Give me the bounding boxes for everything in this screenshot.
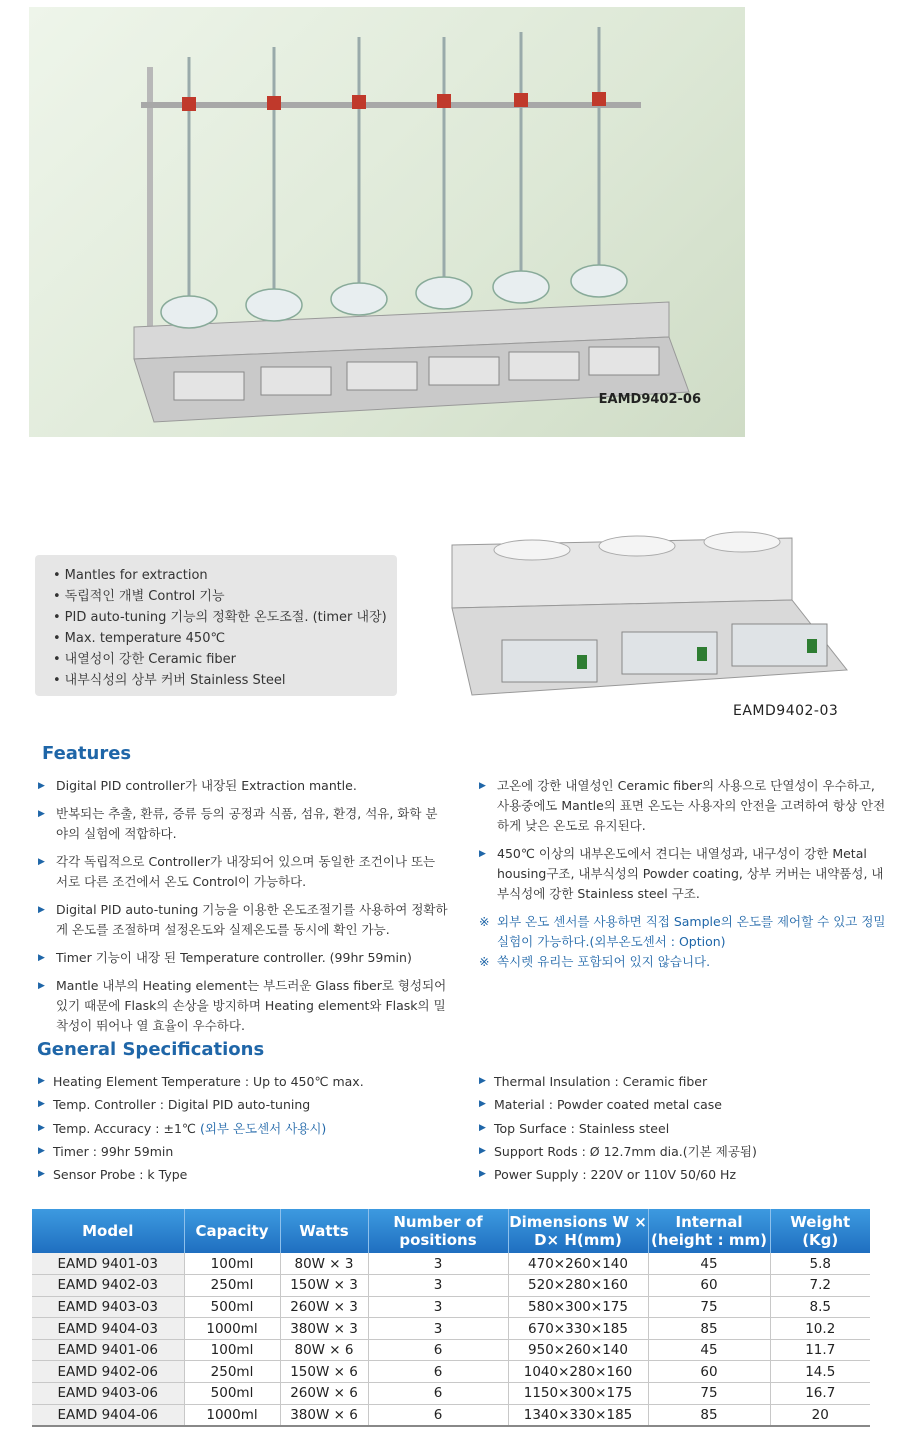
cell-watts: 80W × 3 [280,1253,368,1275]
cell-internal: 45 [648,1253,770,1275]
table-row [32,1275,870,1297]
cell-model: EAMD 9404-03 [32,1318,184,1340]
cell-model: EAMD 9402-06 [32,1361,184,1383]
spec-item: ▶ Thermal Insulation : Ceramic fiber [479,1070,899,1093]
cell-weight: 10.2 [770,1318,870,1340]
product-photo-6-position [29,7,745,437]
cell-internal: 85 [648,1318,770,1340]
photo-top-caption: EAMD9402-06 [598,392,701,407]
features-right-column [479,776,889,972]
cell-model: EAMD 9403-06 [32,1383,184,1405]
spec-item: ▶ Temp. Controller : Digital PID auto-tuning [38,1093,458,1116]
note-mark: ※ [479,954,490,969]
feature-note [479,952,889,972]
bullet-item: • 내열성이 강한 Ceramic fiber [53,649,397,670]
cell-watts: 380W × 3 [280,1318,368,1340]
specs-right-column [479,1070,899,1186]
cell-model: EAMD 9402-03 [32,1275,184,1297]
specs-heading: General Specifications [37,1039,265,1060]
feature-item: ▶ 반복되는 추출, 환류, 증류 등의 공정과 식품, 섬유, 환경, 석유, 화학 분야의 실험에 적합하다. [38,804,448,844]
feature-item: ▶ Timer 기능이 내장 된 Temperature controller. (99hr 59min) [38,948,448,968]
product-photo-3-position [447,530,852,702]
highlight-bullets [35,555,397,696]
six-position-mantle-illustration [29,7,745,437]
spec-item: ▶ Heating Element Temperature : Up to 450℃ max. [38,1070,458,1093]
cell-dimensions: 1040×280×160 [508,1361,648,1383]
cell-capacity: 100ml [184,1253,280,1275]
spec-item: ▶ Support Rods : Ø 12.7mm dia.(기본 제공됨) [479,1140,899,1163]
cell-capacity: 500ml [184,1383,280,1405]
cell-weight: 7.2 [770,1275,870,1297]
spec-item: ▶ Top Surface : Stainless steel [479,1117,899,1140]
header-capacity: Capacity [184,1209,280,1253]
model-spec-table [32,1209,870,1427]
spec-accuracy-note: (외부 온도센서 사용시) [199,1120,327,1136]
cell-model: EAMD 9401-06 [32,1339,184,1361]
table-row [32,1318,870,1340]
cell-capacity: 250ml [184,1361,280,1383]
cell-dimensions: 1150×300×175 [508,1383,648,1405]
table-row [32,1361,870,1383]
cell-positions: 6 [368,1404,508,1426]
cell-positions: 3 [368,1253,508,1275]
cell-watts: 380W × 6 [280,1404,368,1426]
bullet-item: • Mantles for extraction [53,565,397,586]
cell-weight: 8.5 [770,1296,870,1318]
cell-internal: 75 [648,1296,770,1318]
header-model: Model [32,1209,184,1253]
cell-dimensions: 580×300×175 [508,1296,648,1318]
cell-weight: 20 [770,1404,870,1426]
cell-capacity: 100ml [184,1339,280,1361]
bullet-item: • 내부식성의 상부 커버 Stainless Steel [53,670,397,691]
cell-internal: 75 [648,1383,770,1405]
feature-item: ▶ Digital PID controller가 내장된 Extraction mantle. [38,776,448,796]
cell-watts: 260W × 6 [280,1383,368,1405]
cell-positions: 6 [368,1361,508,1383]
table-row [32,1383,870,1405]
cell-internal: 60 [648,1275,770,1297]
cell-positions: 3 [368,1275,508,1297]
table-row [32,1339,870,1361]
feature-item: ▶ 각각 독립적으로 Controller가 내장되어 있으며 동일한 조건이나 또는 서로 다른 조건에서 온도 Control이 가능하다. [38,852,448,892]
cell-dimensions: 670×330×185 [508,1318,648,1340]
cell-positions: 6 [368,1339,508,1361]
feature-item: ▶ 450℃ 이상의 내부온도에서 견디는 내열성과, 내구성이 강한 Metal housing구조, 내부식성의 Powder coating, 상부 커버는 내약품성, 내부식성에 강한 Stainless steel 구조. [479,844,889,904]
cell-dimensions: 520×280×160 [508,1275,648,1297]
note-text: 외부 온도 센서를 사용하면 직접 Sample의 온도를 제어할 수 있고 정밀 실험이 가능하다.(외부온도센서 : Option) [497,914,886,949]
header-weight: Weight (Kg) [770,1209,870,1253]
spec-accuracy: Temp. Accuracy : ±1℃ [53,1120,196,1136]
cell-weight: 5.8 [770,1253,870,1275]
table-body [32,1253,870,1426]
cell-watts: 80W × 6 [280,1339,368,1361]
feature-note [479,912,889,952]
cell-capacity: 1000ml [184,1318,280,1340]
cell-positions: 3 [368,1296,508,1318]
cell-weight: 11.7 [770,1339,870,1361]
cell-capacity: 250ml [184,1275,280,1297]
spec-item [38,1117,458,1140]
header-internal: Internal (height : mm) [648,1209,770,1253]
feature-item: ▶ Mantle 내부의 Heating element는 부드러운 Glass fiber로 형성되어 있기 때문에 Flask의 손상을 방지하며 Heating element와 Flask의 밀착성이 뛰어나 열 효율이 우수하다. [38,976,448,1036]
cell-capacity: 1000ml [184,1404,280,1426]
cell-weight: 16.7 [770,1383,870,1405]
cell-dimensions: 1340×330×185 [508,1404,648,1426]
spec-item: ▶ Timer : 99hr 59min [38,1140,458,1163]
cell-watts: 150W × 6 [280,1361,368,1383]
header-positions: Number of positions [368,1209,508,1253]
cell-positions: 3 [368,1318,508,1340]
table-row [32,1296,870,1318]
cell-dimensions: 950×260×140 [508,1339,648,1361]
bullet-item: • PID auto-tuning 기능의 정확한 온도조절. (timer 내장) [53,607,397,628]
cell-model: EAMD 9403-03 [32,1296,184,1318]
cell-capacity: 500ml [184,1296,280,1318]
cell-dimensions: 470×260×140 [508,1253,648,1275]
three-position-mantle-illustration [447,530,852,702]
specs-left-column [38,1070,458,1186]
note-text: 쏙시렛 유리는 포함되어 있지 않습니다. [497,954,711,969]
spec-item: ▶ Material : Powder coated metal case [479,1093,899,1116]
header-dimensions: Dimensions W × D× H(mm) [508,1209,648,1253]
cell-watts: 260W × 3 [280,1296,368,1318]
spec-item: ▶ Sensor Probe : k Type [38,1163,458,1186]
cell-watts: 150W × 3 [280,1275,368,1297]
bullet-item: • Max. temperature 450℃ [53,628,397,649]
table-row [32,1253,870,1275]
note-mark: ※ [479,914,490,929]
feature-item: ▶ 고온에 강한 내열성인 Ceramic fiber의 사용으로 단열성이 우수하고, 사용중에도 Mantle의 표면 온도는 사용자의 안전을 고려하여 항상 안전하게 낮은 온도로 유지된다. [479,776,889,836]
photo-mid-caption: EAMD9402-03 [733,703,839,719]
cell-model: EAMD 9401-03 [32,1253,184,1275]
cell-positions: 6 [368,1383,508,1405]
features-left-column [38,776,448,1044]
spec-item: ▶ Power Supply : 220V or 110V 50/60 Hz [479,1163,899,1186]
bullet-item: • 독립적인 개별 Control 기능 [53,586,397,607]
table-header-row [32,1209,870,1253]
cell-weight: 14.5 [770,1361,870,1383]
cell-internal: 85 [648,1404,770,1426]
cell-internal: 45 [648,1339,770,1361]
cell-model: EAMD 9404-06 [32,1404,184,1426]
features-heading: Features [42,743,132,764]
header-watts: Watts [280,1209,368,1253]
cell-internal: 60 [648,1361,770,1383]
table-row [32,1404,870,1426]
feature-item: ▶ Digital PID auto-tuning 기능을 이용한 온도조절기를 사용하여 정확하게 온도를 조절하며 설정온도와 실제온도를 동시에 확인 가능. [38,900,448,940]
